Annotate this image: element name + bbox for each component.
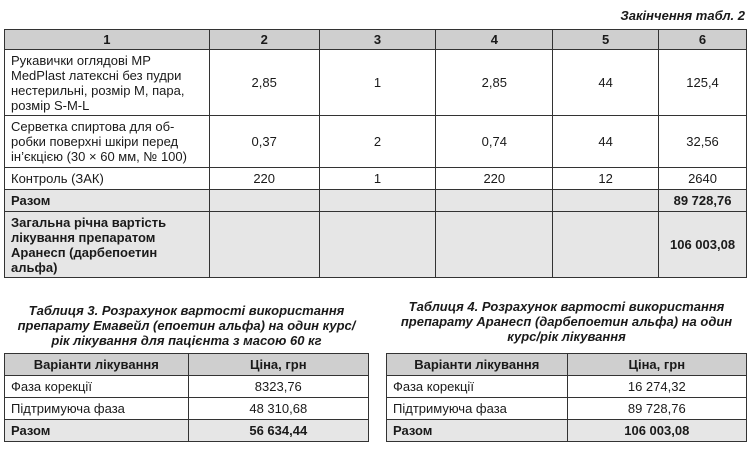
total-label: Разом — [387, 420, 568, 442]
annual-total-row — [5, 212, 747, 278]
empty-cell — [209, 212, 319, 278]
total-label: Разом — [5, 420, 189, 442]
table-row — [387, 376, 747, 398]
text-line: Серветка спиртова для об- — [11, 119, 175, 134]
header-row — [387, 354, 747, 376]
table3-caption — [4, 303, 369, 348]
total-row — [5, 190, 747, 212]
annual-total-label — [5, 212, 210, 278]
empty-cell — [553, 190, 659, 212]
price-cell: 48 310,68 — [188, 398, 368, 420]
table-row — [387, 398, 747, 420]
item-name-cell: Контроль (ЗАК) — [5, 168, 210, 190]
empty-cell — [436, 190, 553, 212]
cost-table-2 — [4, 29, 747, 278]
text-line: Загальна річна вартість — [11, 214, 167, 230]
cost-table-4 — [386, 353, 747, 442]
value-cell: 2,85 — [209, 50, 319, 116]
header-row — [5, 354, 369, 376]
empty-cell — [319, 212, 436, 278]
item-name-cell — [5, 50, 210, 116]
col-header: 5 — [553, 30, 659, 50]
empty-cell — [319, 190, 436, 212]
value-cell: 0,74 — [436, 116, 553, 168]
header-row — [5, 30, 747, 50]
continuation-caption: Закінчення табл. 2 — [620, 8, 745, 23]
value-cell: 44 — [553, 116, 659, 168]
value-cell: 32,56 — [659, 116, 747, 168]
text-line: Рукавички оглядові MP — [11, 52, 151, 68]
empty-cell — [436, 212, 553, 278]
phase-label: Підтримуюча фаза — [5, 398, 189, 420]
col-header: Варіанти лікування — [387, 354, 568, 376]
caption-line: Таблиця 3. Розрахунок вартості використання — [28, 303, 345, 318]
cost-table-3 — [4, 353, 369, 442]
total-price: 106 003,08 — [567, 420, 746, 442]
col-header: 6 — [659, 30, 747, 50]
col-header: 3 — [319, 30, 436, 50]
text-line: альфа) — [11, 259, 58, 275]
col-header: Ціна, грн — [567, 354, 746, 376]
price-cell: 89 728,76 — [567, 398, 746, 420]
col-header: Варіанти лікування — [5, 354, 189, 376]
text-line: лікування препаратом — [11, 229, 156, 245]
text-line: розмір S-M-L — [11, 97, 90, 113]
value-cell: 220 — [436, 168, 553, 190]
phase-label: Фаза корекції — [387, 376, 568, 398]
value-cell: 1 — [319, 50, 436, 116]
total-price: 56 634,44 — [188, 420, 368, 442]
value-cell: 12 — [553, 168, 659, 190]
col-header: 1 — [5, 30, 210, 50]
phase-label: Фаза корекції — [5, 376, 189, 398]
caption-line: Таблиця 4. Розрахунок вартості використання — [408, 299, 725, 314]
value-cell: 1 — [319, 168, 436, 190]
table-row — [5, 398, 369, 420]
price-cell: 8323,76 — [188, 376, 368, 398]
value-cell: 125,4 — [659, 50, 747, 116]
table-row — [5, 376, 369, 398]
table-row — [5, 168, 747, 190]
col-header: Ціна, грн — [188, 354, 368, 376]
price-cell: 16 274,32 — [567, 376, 746, 398]
caption-line: курс/рік лікування — [507, 329, 626, 344]
phase-label: Підтримуюча фаза — [387, 398, 568, 420]
value-cell: 2640 — [659, 168, 747, 190]
value-cell: 44 — [553, 50, 659, 116]
empty-cell — [209, 190, 319, 212]
caption-line: рік лікування для пацієнта з масою 60 кг — [51, 333, 322, 348]
annual-total-value: 106 003,08 — [659, 212, 747, 278]
value-cell: 0,37 — [209, 116, 319, 168]
total-row — [387, 420, 747, 442]
table4-caption — [386, 299, 747, 344]
total-row — [5, 420, 369, 442]
col-header: 2 — [209, 30, 319, 50]
text-line: нестерильні, розмір M, пара, — [11, 82, 185, 98]
table-row — [5, 116, 747, 168]
table-row — [5, 50, 747, 116]
item-name-cell — [5, 116, 210, 168]
value-cell: 220 — [209, 168, 319, 190]
text-line: робки поверхні шкіри перед — [11, 134, 179, 149]
text-line: Аранесп (дарбепоетин — [11, 244, 158, 260]
col-header: 4 — [436, 30, 553, 50]
text-line: ін’єкцією (30 × 60 мм, № 100) — [11, 149, 187, 164]
caption-line: препарату Емавейл (епоетин альфа) на один курс/ — [17, 318, 356, 333]
text-line: MedPlast латексні без пудри — [11, 67, 182, 83]
total-label: Разом — [5, 190, 210, 212]
total-value: 89 728,76 — [659, 190, 747, 212]
value-cell: 2 — [319, 116, 436, 168]
value-cell: 2,85 — [436, 50, 553, 116]
caption-line: препарату Аранесп (дарбепоетин альфа) на один — [400, 314, 733, 329]
empty-cell — [553, 212, 659, 278]
